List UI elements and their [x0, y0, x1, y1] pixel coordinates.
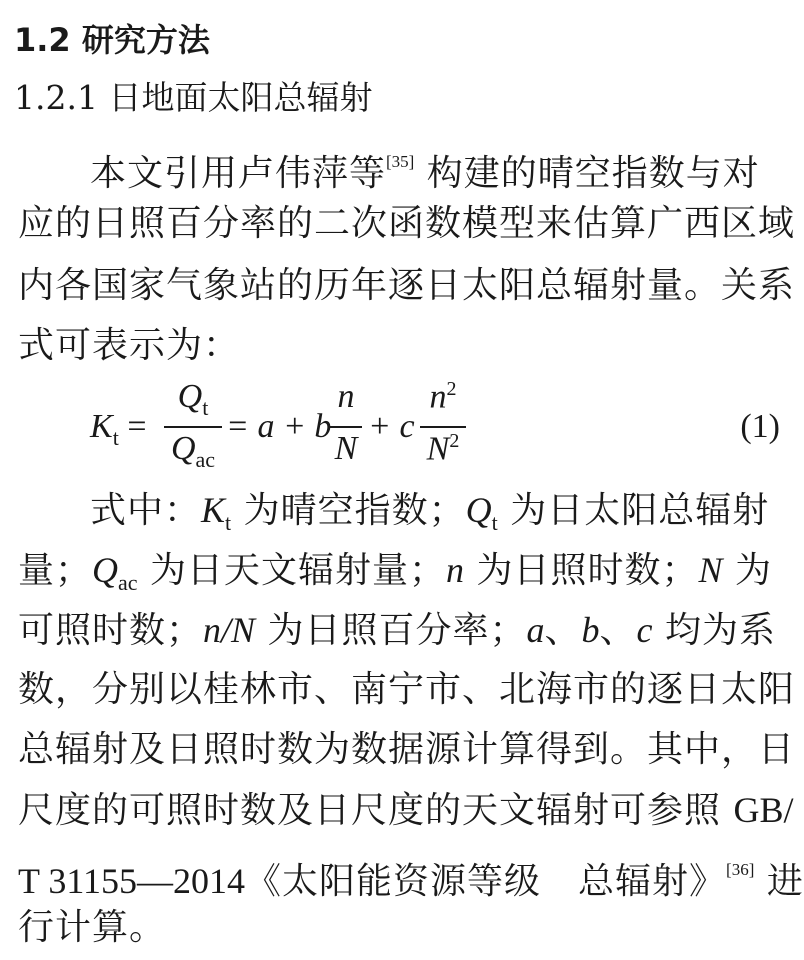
fraction-qt-qac: $Q_t$ $Q_{ac}$: [164, 378, 222, 488]
fraction-n-N: n N: [330, 378, 362, 488]
para2-line-6: 尺度的可照时数及日尺度的天文辐射可参照 GB/: [18, 790, 794, 831]
citation-35: [35]: [386, 152, 415, 171]
equation-lhs: $K_t$ =: [90, 408, 147, 450]
para2-line-4: 数，分别以桂林市、南宁市、北海市的逐日太阳: [18, 669, 796, 710]
para1-line-1: 本文引用卢伟萍等[35] 构建的晴空指数与对: [90, 152, 760, 194]
equation-number: (1): [740, 408, 780, 445]
para2-line-5: 总辐射及日照时数为数据源计算得到。其中，日: [18, 729, 796, 770]
para1-line-2: 应的日照百分率的二次函数模型来估算广西区域: [18, 203, 796, 244]
para1-line-4: 式可表示为：: [18, 325, 241, 366]
para2-line-8: 行计算。: [18, 907, 167, 948]
equation-1: [90, 378, 780, 488]
equation-middle: = a + b: [226, 408, 332, 445]
para2-line-2: 量；$Q_{ac}$ 为日天文辐射量；n 为日照时数；N 为: [18, 550, 772, 595]
para2-line-3: 可照时数；n/N 为日照百分率；a、b、c 均为系: [18, 610, 776, 651]
para2-line-1: 式中：$K_t$ 为晴空指数；$Q_t$ 为日太阳总辐射: [90, 490, 770, 535]
citation-36: [36]: [726, 860, 755, 879]
subsection-heading: 1.2.1 日地面太阳总辐射: [14, 78, 373, 117]
para1-line-3: 内各国家气象站的历年逐日太阳总辐射量。关系: [18, 265, 796, 306]
fraction-n2-N2: $n^2$ $N^2$: [420, 378, 466, 488]
section-heading: 1.2 研究方法: [14, 21, 210, 59]
para2-line-7: T 31155—2014《太阳能资源等级 总辐射》[36] 进: [18, 860, 804, 902]
equation-plus-c: + c: [368, 408, 415, 445]
